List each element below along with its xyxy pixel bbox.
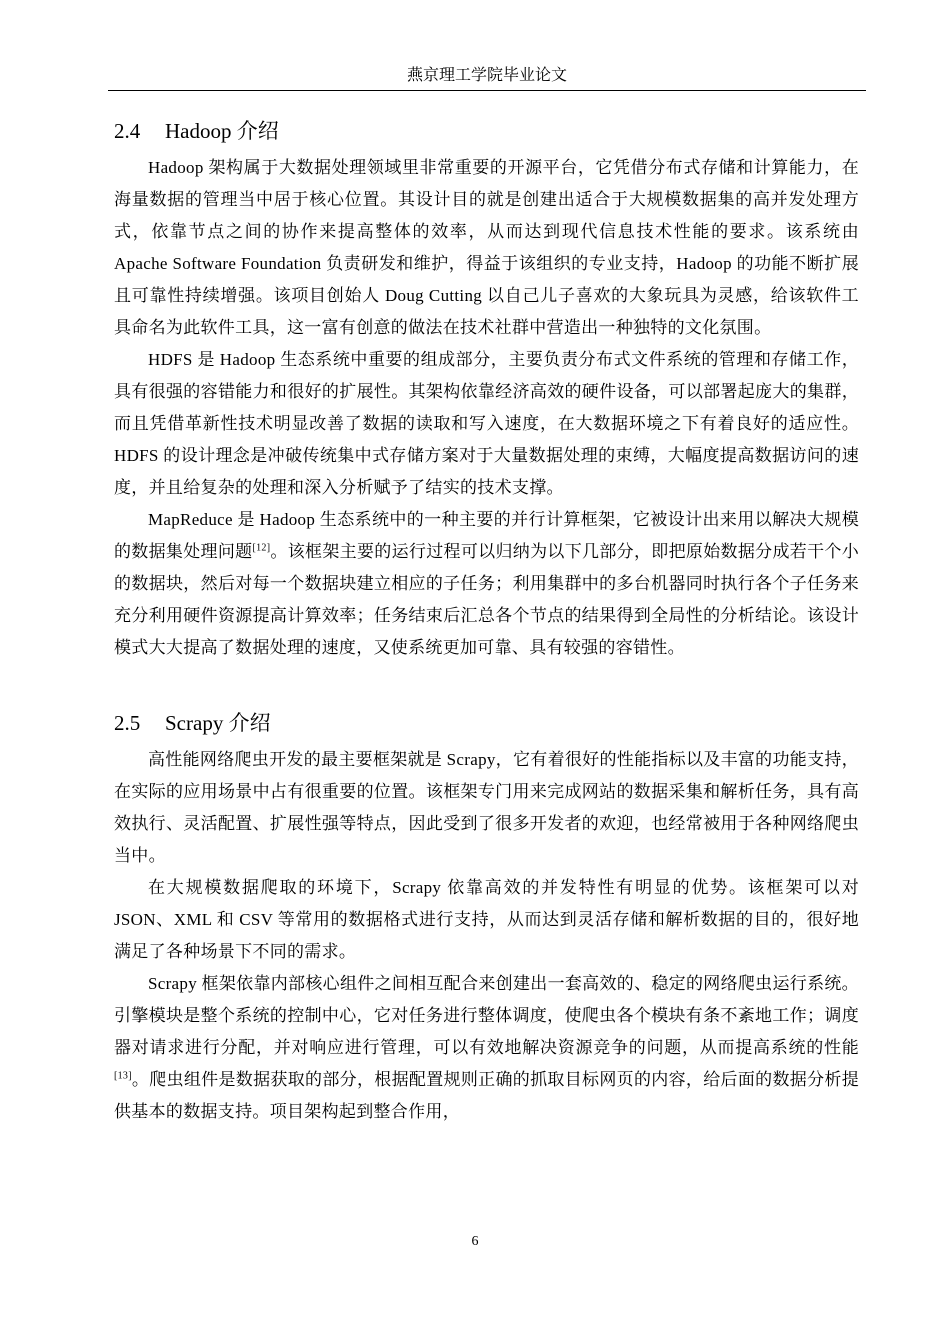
page-number: 6 xyxy=(471,1234,479,1249)
section-title: Hadoop 介绍 xyxy=(165,119,279,143)
paragraph-text: MapReduce 是 Hadoop 生态系统中的一种主要的并行计算框架，它被设计出来用以解决大规模的数据集处理问题 xyxy=(114,510,859,561)
section-title: Scrapy 介绍 xyxy=(165,711,271,735)
citation: [12] xyxy=(252,542,271,554)
paragraph: 在大规模数据爬取的环境下，Scrapy 依靠高效的并发特性有明显的优势。该框架可以对 JSON、XML 和 CSV 等常用的数据格式进行支持，从而达到灵活存储和解析数据的目的，很好地满足了各种场景下不同的需求。 xyxy=(114,878,859,961)
page-content xyxy=(114,112,859,1128)
paragraph-text: 。该框架主要的运行过程可以归纳为以下几部分，即把原始数据分成若干个小的数据块，然后对每一个数据块建立相应的子任务；利用集群中的多台机器同时执行各个子任务来充分利用硬件资源提高计算效率；任务结束后汇总各个节点的结果得到全局性的分析结论。该设计模式大大提高了数据处理的速度，又使系统更加可靠、具有较强的容错性。 xyxy=(114,542,859,657)
paragraph-text: 。爬虫组件是数据获取的部分，根据配置规则正确的抓取目标网页的内容，给后面的数据分析提供基本的数据支持。项目架构起到整合作用， xyxy=(114,1070,859,1121)
section-heading xyxy=(114,112,859,150)
section-heading xyxy=(114,704,859,742)
paragraph: Hadoop 架构属于大数据处理领域里非常重要的开源平台，它凭借分布式存储和计算能力，在海量数据的管理当中居于核心位置。其设计目的就是创建出适合于大规模数据集的高并发处理方式，依靠节点之间的协作来提高整体的效率，从而达到现代信息技术性能的要求。该系统由 Apache Software Foundation 负责研发和维护，得益于该组织的专业支持，Hadoop 的功能不断扩展且可靠性持续增强。该项目创始人 Doug Cutting 以自己儿子喜欢的大象玩具为灵感，给该软件工具命名为此软件工具，这一富有创意的做法在技术社群中营造出一种独特的文化氛围。 xyxy=(114,158,859,337)
page-header: 燕京理工学院毕业论文 xyxy=(108,62,866,91)
paragraph xyxy=(114,504,859,664)
paragraph: HDFS 是 Hadoop 生态系统中重要的组成部分，主要负责分布式文件系统的管理和存储工作，具有很强的容错能力和很好的扩展性。其架构依靠经济高效的硬件设备，可以部署起庞大的集群，而且凭借革新性技术明显改善了数据的读取和写入速度，在大数据环境之下有着良好的适应性。HDFS 的设计理念是冲破传统集中式存储方案对于大量数据处理的束缚，大幅度提高数据访问的速度，并且给复杂的处理和深入分析赋予了结实的技术支撑。 xyxy=(114,350,859,497)
paragraph xyxy=(114,968,859,1128)
citation: [13] xyxy=(114,1070,132,1082)
paragraph: 高性能网络爬虫开发的最主要框架就是 Scrapy，它有着很好的性能指标以及丰富的功能支持，在实际的应用场景中占有很重要的位置。该框架专门用来完成网站的数据采集和解析任务，具有高效执行、灵活配置、扩展性强等特点，因此受到了很多开发者的欢迎，也经常被用于各种网络爬虫当中。 xyxy=(114,750,859,865)
paragraph-text: Scrapy 框架依靠内部核心组件之间相互配合来创建出一套高效的、稳定的网络爬虫运行系统。引擎模块是整个系统的控制中心，它对任务进行整体调度，使爬虫各个模块有条不紊地工作；调度器对请求进行分配，并对响应进行管理，可以有效地解决资源竞争的问题，从而提高系统的性能 xyxy=(114,974,859,1057)
section-number: 2.5 xyxy=(114,711,141,735)
section-number: 2.4 xyxy=(114,119,141,143)
